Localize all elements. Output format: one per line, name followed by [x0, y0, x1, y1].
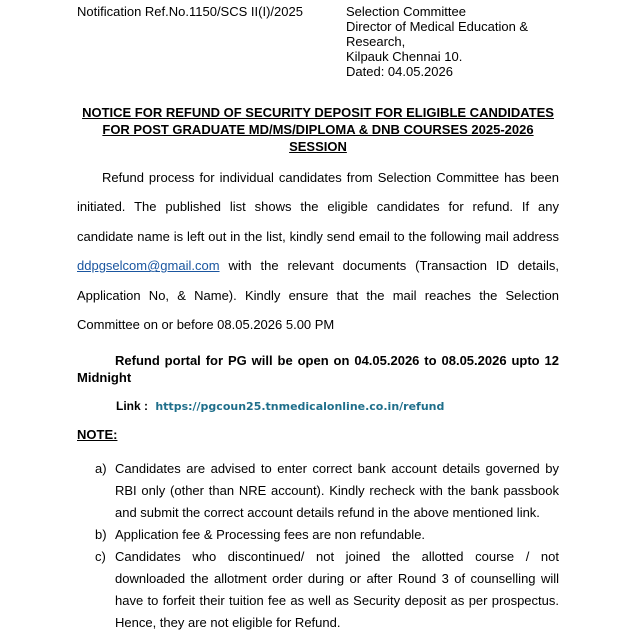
note-item — [77, 546, 559, 634]
note-text: Application fee & Processing fees are non refundable. — [115, 527, 426, 542]
notice-title — [77, 104, 559, 155]
note-text: Candidates are advised to enter correct bank account details governed by RBI only (other than NRE account). Kindly recheck with the bank passbook and submit the correct account details refund in the above mentioned link. — [115, 461, 559, 520]
issuer-line: Kilpauk Chennai 10. — [346, 49, 463, 64]
refund-portal-link[interactable]: https://pgcoun25.tnmedicalonline.co.in/refund — [155, 400, 445, 413]
portal-open-notice: Refund portal for PG will be open on 04.05.2026 to 08.05.2026 upto 12 Midnight — [77, 353, 559, 385]
note-item — [77, 458, 559, 524]
note-marker: a) — [95, 461, 107, 476]
title-line: SESSION — [289, 139, 347, 154]
refund-link-line — [116, 398, 444, 415]
note-heading: NOTE: — [77, 427, 118, 442]
issuer-line: Director of Medical Education & — [346, 19, 529, 34]
link-label: Link : — [116, 399, 148, 413]
issuer-line: Selection Committee — [346, 4, 466, 19]
notification-reference: Notification Ref.No.1150/SCS II(I)/2025 — [77, 4, 303, 19]
note-marker: b) — [95, 527, 107, 542]
paragraph-text: with the relevant documents (Transaction ID details, Application No, & Name). Kindly ensure that the mail reaches the Selection Committee on or before 08.05.2026 5.00 PM — [77, 258, 559, 333]
paragraph-text: Refund process for individual candidates from Selection Committee has been initiated. The published list shows the eligible candidates for refund. If any candidate name is left out in the list, kindly send email to the following mail address — [77, 170, 559, 244]
issuer-line: Research, — [346, 34, 406, 49]
notes-list — [77, 458, 559, 634]
email-link[interactable]: ddpgselcom@gmail.com — [77, 258, 220, 274]
title-line: NOTICE FOR REFUND OF SECURITY DEPOSIT FOR ELIGIBLE CANDIDATES — [82, 105, 554, 120]
issue-date: Dated: 04.05.2026 — [346, 64, 453, 79]
title-line: FOR POST GRADUATE MD/MS/DIPLOMA & DNB COURSES 2025-2026 — [102, 122, 534, 137]
refund-process-paragraph — [77, 163, 559, 339]
note-marker: c) — [95, 549, 106, 564]
issuer-address-block — [346, 4, 576, 79]
note-item — [77, 524, 559, 546]
note-text: Candidates who discontinued/ not joined the allotted course / not downloaded the allotment order during or after Round 3 of counselling will have to forfeit their tuition fee as well as Security deposit as per prospectus. Hence, they are not eligible for Refund. — [115, 549, 559, 630]
